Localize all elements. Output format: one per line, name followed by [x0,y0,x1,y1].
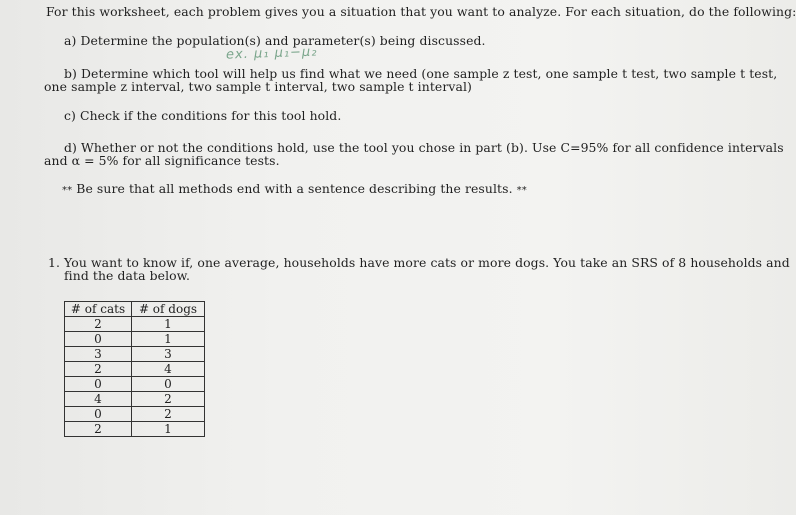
cell-cats: 0 [65,377,132,392]
item-a: a) Determine the population(s) and parameter(s) being discussed. [64,33,486,48]
cell-cats: 0 [65,407,132,422]
item-c: c) Check if the conditions for this tool hold. [64,108,342,123]
problem-1-line-1: 1. You want to know if, one average, households have more cats or more dogs. You take an SRS of 8 households and [48,255,790,270]
table-row [65,422,205,437]
table-row [65,377,205,392]
item-b-line-1: b) Determine which tool will help us find what we need (one sample z test, one sample t test, two sample t test, [64,66,778,81]
handwritten-note: ex. μ₁ μ₁−μ₂ [225,44,318,63]
cell-cats: 4 [65,392,132,407]
cell-dogs: 3 [132,347,205,362]
cell-cats: 2 [65,362,132,377]
cell-dogs: 1 [132,422,205,437]
methods-note [62,181,527,196]
table-row [65,392,205,407]
cell-dogs: 0 [132,377,205,392]
header-dogs: # of dogs [132,302,205,317]
table-row [65,407,205,422]
table-row [65,332,205,347]
problem-1-line-2: find the data below. [64,268,191,283]
note-text: Be sure that all methods end with a sentence describing the results. [76,181,513,196]
item-b-line-2: one sample z interval, two sample t interval, two sample t interval) [44,79,472,94]
cell-dogs: 2 [132,407,205,422]
cell-cats: 0 [65,332,132,347]
note-stars-left: ** [62,185,73,196]
header-cats: # of cats [65,302,132,317]
table-header-row [65,302,205,317]
item-d-line-1: d) Whether or not the conditions hold, use the tool you chose in part (b). Use C=95% for all confidence intervals [64,140,784,155]
table-row [65,317,205,332]
cell-cats: 3 [65,347,132,362]
cell-dogs: 1 [132,317,205,332]
cell-cats: 2 [65,422,132,437]
instructions-intro: For this worksheet, each problem gives you a situation that you want to analyze. For each situation, do the following: [46,4,796,19]
table-row [65,362,205,377]
cell-dogs: 2 [132,392,205,407]
cats-dogs-table [64,301,205,437]
cell-dogs: 4 [132,362,205,377]
table-row [65,347,205,362]
cell-cats: 2 [65,317,132,332]
note-stars-right: ** [516,185,527,196]
item-d-line-2: and α = 5% for all significance tests. [44,153,280,168]
cell-dogs: 1 [132,332,205,347]
